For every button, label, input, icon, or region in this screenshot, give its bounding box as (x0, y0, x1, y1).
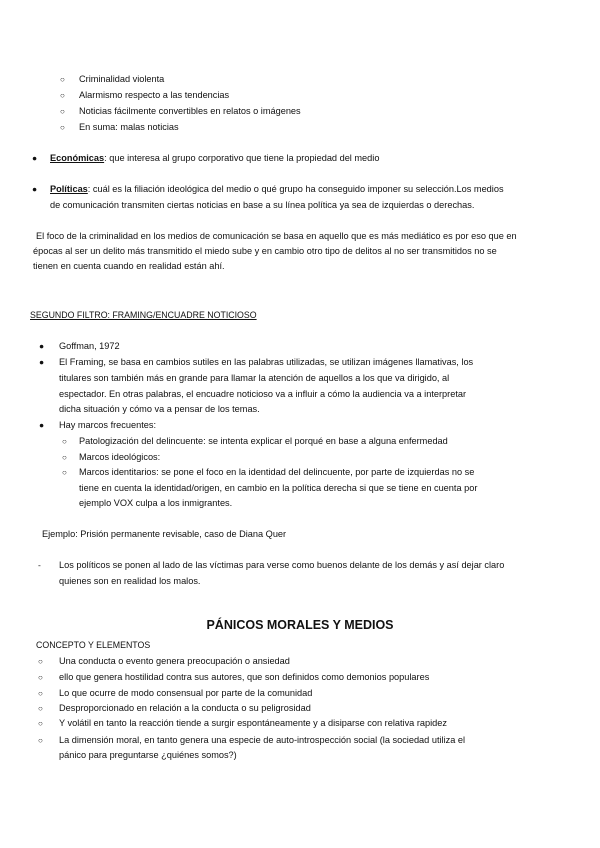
circle-bullet-icon: ○ (62, 453, 67, 462)
circle-bullet-icon: ○ (38, 673, 43, 682)
politicas-item (50, 182, 504, 197)
list-item: Alarmismo respecto a las tendencias (79, 90, 230, 100)
circle-bullet-icon: ○ (62, 468, 67, 477)
politicas-label: Políticas (50, 184, 88, 194)
ejemplo-line: Ejemplo: Prisión permanente revisable, caso de Diana Quer (42, 529, 287, 539)
circle-bullet-icon: ○ (38, 704, 43, 713)
framing-line: El Framing, se basa en cambios sutiles en las palabras utilizadas, se utilizan imágenes llamativas, los (59, 357, 474, 367)
economicas-label: Económicas (50, 153, 105, 163)
marco-identitarios-line: Marcos identitarios: se pone el foco en la identidad del delincuente, por parte de izquierdas no se (79, 467, 475, 477)
dimension-moral-line: La dimensión moral, en tanto genera una especie de auto-introspección social (la sociedad utiliza el (59, 735, 466, 745)
circle-bullet-icon: ○ (60, 91, 65, 100)
bullet-icon: ● (32, 153, 38, 163)
goffman-item: Goffman, 1972 (59, 341, 120, 351)
circle-bullet-icon: ○ (38, 689, 43, 698)
concepto-item: ello que genera hostilidad contra sus autores, que son definidos como demonios populares (59, 672, 430, 682)
circle-bullet-icon: ○ (38, 736, 43, 745)
list-item: Criminalidad violenta (79, 74, 165, 84)
framing-line: dicha situación y cómo va a pensar de los temas. (59, 404, 260, 414)
section-heading: SEGUNDO FILTRO: FRAMING/ENCUADRE NOTICIOSO (30, 310, 257, 320)
bullet-icon: ● (39, 357, 45, 367)
framing-line: titulares son también más en grande para llamar la atención de aquellos a los que va dirigido, al (59, 373, 450, 383)
economicas-text: : que interesa al grupo corporativo que tiene la propiedad del medio (104, 153, 380, 163)
concepto-item: Desproporcionado en relación a la conducta o su peligrosidad (59, 703, 311, 713)
bullet-icon: ● (32, 184, 38, 194)
framing-line: espectador. En otras palabras, el encuadre noticioso va a influir a cómo la audiencia va a interpretar (59, 389, 467, 399)
politicas-text-cont: de comunicación transmiten ciertas noticias en base a su línea política ya sea de izquierdas o derechas. (50, 200, 475, 210)
marco-identitarios-line: ejemplo VOX culpa a los inmigrantes. (79, 498, 233, 508)
marco-ideologicos: Marcos ideológicos: (79, 452, 161, 462)
marco-patologizacion: Patologización del delincuente: se intenta explicar el porqué en base a alguna enfermedad (79, 436, 448, 446)
list-item: En suma: malas noticias (79, 122, 179, 132)
circle-bullet-icon: ○ (60, 75, 65, 84)
bullet-icon: ● (39, 341, 45, 351)
list-item: Noticias fácilmente convertibles en relatos o imágenes (79, 106, 301, 116)
hay-marcos-item: Hay marcos frecuentes: (59, 420, 157, 430)
dimension-moral-line: pánico para preguntarse ¿quiénes somos?) (59, 750, 237, 760)
paragraph-line: épocas al ser un delito más transmitido el miedo sube y en cambio otro tipo de delitos al no ser transmitidos no se (33, 246, 497, 256)
circle-bullet-icon: ○ (38, 657, 43, 666)
circle-bullet-icon: ○ (60, 123, 65, 132)
circle-bullet-icon: ○ (62, 437, 67, 446)
dash-item-line: quienes son en realidad los malos. (59, 576, 201, 586)
politicas-text: : cuál es la filiación ideológica del medio o qué grupo ha conseguido imponer su selección.Los medios (87, 184, 504, 194)
section-title: PÁNICOS MORALES Y MEDIOS (206, 618, 394, 632)
economicas-item (50, 151, 379, 166)
circle-bullet-icon: ○ (60, 107, 65, 116)
concepto-item: Lo que ocurre de modo consensual por parte de la comunidad (59, 688, 313, 698)
bullet-icon: ● (39, 420, 45, 430)
paragraph-line: El foco de la criminalidad en los medios de comunicación se basa en aquello que es más mediático es por eso que en (36, 231, 517, 241)
circle-bullet-icon: ○ (38, 719, 43, 728)
marco-identitarios-line: tiene en cuenta la identidad/origen, en cambio en la política derecha si que se tiene en cuenta por (79, 483, 478, 493)
subsection-heading: CONCEPTO Y ELEMENTOS (36, 640, 151, 650)
paragraph-line: tienen en cuenta cuando en realidad están ahí. (33, 261, 225, 271)
dash-bullet-icon: - (38, 560, 41, 570)
concepto-item: Una conducta o evento genera preocupación o ansiedad (59, 656, 290, 666)
dash-item-line: Los políticos se ponen al lado de las víctimas para verse como buenos delante de los demás y así dejar claro (59, 560, 505, 570)
concepto-item: Y volátil en tanto la reacción tiende a surgir espontáneamente y a disiparse con relativa rapidez (59, 718, 447, 728)
